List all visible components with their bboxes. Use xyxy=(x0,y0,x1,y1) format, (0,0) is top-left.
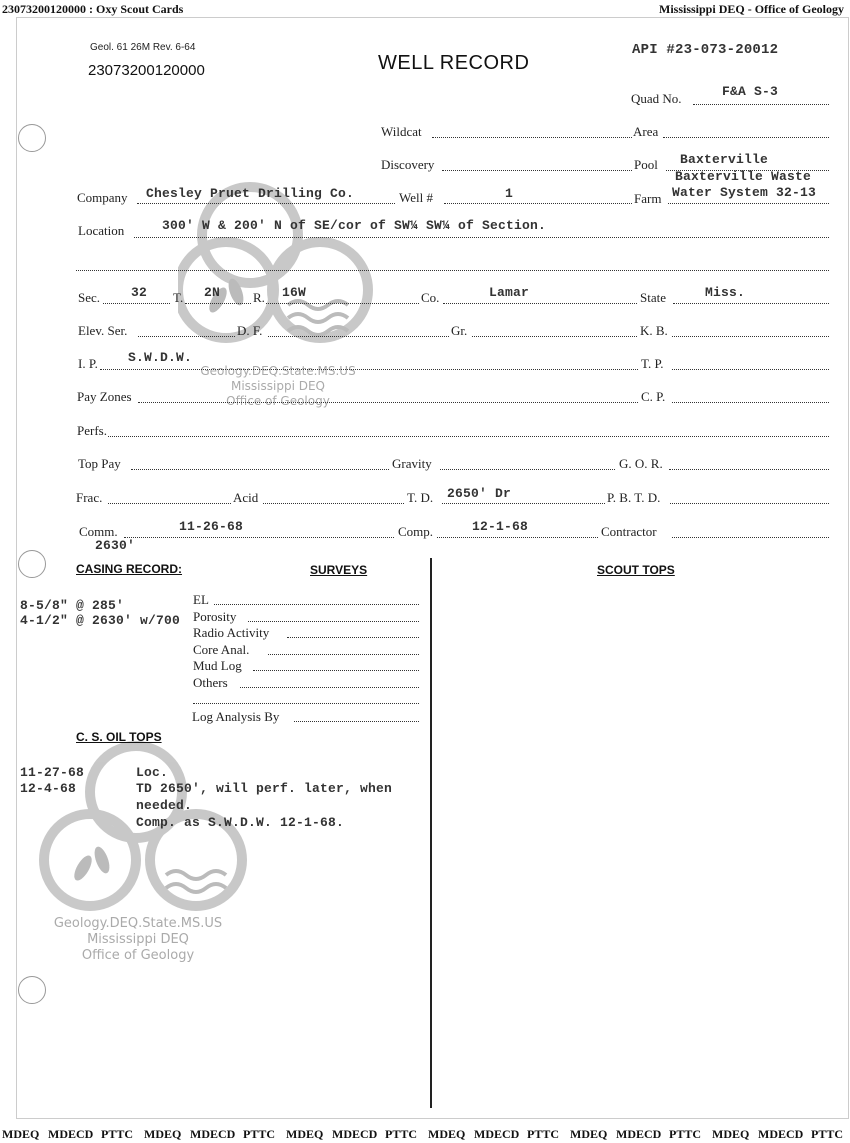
survey-core-anal: Core Anal. xyxy=(193,642,250,657)
comp-value: 12-1-68 xyxy=(472,519,529,534)
header-right: Mississippi DEQ - Office of Geology xyxy=(659,2,844,16)
elev-label: Elev. Ser. xyxy=(78,323,128,338)
pool-value: Baxterville xyxy=(680,152,769,167)
comm-value: 11-26-68 xyxy=(179,519,244,534)
perfs-label: Perfs. xyxy=(77,423,107,438)
footer-item: MDEQ xyxy=(286,1127,324,1141)
cs-entry-date: 11-27-68 xyxy=(20,765,85,780)
farm-value-2: Water System 32-13 xyxy=(672,185,817,200)
survey-others: Others xyxy=(193,675,228,690)
punch-hole xyxy=(18,124,46,152)
farm-label: Farm xyxy=(634,191,662,206)
tp-label: T. P. xyxy=(641,356,664,371)
log-analysis-label: Log Analysis By xyxy=(192,709,280,724)
punch-hole xyxy=(18,550,46,578)
footer-item: MDEQ xyxy=(2,1127,40,1141)
location-value: 300' W & 200' N of SE/cor of SW¼ SW¼ of Section. xyxy=(162,218,547,233)
state-label: State xyxy=(640,290,666,305)
survey-porosity: Porosity xyxy=(193,609,237,624)
company-label: Company xyxy=(77,190,128,205)
footer-item: MDECD xyxy=(616,1127,662,1141)
scout-tops-heading: SCOUT TOPS xyxy=(597,563,675,577)
footer-item: MDECD xyxy=(474,1127,520,1141)
ip-label: I. P. xyxy=(78,356,98,371)
cs-entry-text: needed. xyxy=(136,798,193,813)
api-number: API #23-073-20012 xyxy=(632,42,779,58)
cs-entry-date: 12-4-68 xyxy=(20,781,77,796)
footer-item: MDECD xyxy=(758,1127,804,1141)
comm-sub-value: 2630' xyxy=(95,538,136,553)
footer-item: MDEQ xyxy=(144,1127,182,1141)
discovery-label: Discovery xyxy=(381,157,435,172)
gor-label: G. O. R. xyxy=(619,456,663,471)
cs-entry-text: TD 2650', will perf. later, when xyxy=(136,781,393,796)
form-number: Geol. 61 26M Rev. 6-64 xyxy=(90,42,196,53)
pay-zones-label: Pay Zones xyxy=(77,389,132,404)
casing-record-heading: CASING RECORD: xyxy=(76,562,183,576)
state-value: Miss. xyxy=(705,285,746,300)
pool-label: Pool xyxy=(634,157,658,172)
t-value: 2N xyxy=(204,285,221,300)
co-label: Co. xyxy=(421,290,440,305)
watermark-logo xyxy=(178,180,378,370)
comp-label: Comp. xyxy=(398,524,434,539)
watermark-text: Geology.DEQ.State.MS.US Mississippi DEQ Office of Geology xyxy=(53,916,223,963)
sec-label: Sec. xyxy=(78,290,101,305)
footer-item: MDECD xyxy=(48,1127,94,1141)
casing-entry: 8-5/8" @ 285' xyxy=(20,598,125,613)
pbtd-label: P. B. T. D. xyxy=(607,490,661,505)
footer-item: PTTC xyxy=(669,1127,702,1141)
cs-oil-tops-heading: C. S. OIL TOPS xyxy=(76,730,162,744)
survey-mud-log: Mud Log xyxy=(193,658,242,673)
td-value: 2650' Dr xyxy=(447,486,512,501)
sec-value: 32 xyxy=(131,285,148,300)
quad-value: F&A S-3 xyxy=(722,84,779,99)
t-label: T. xyxy=(173,290,184,305)
wildcat-label: Wildcat xyxy=(381,124,422,139)
footer-item: MDECD xyxy=(332,1127,378,1141)
contractor-label: Contractor xyxy=(601,524,657,539)
footer-item: PTTC xyxy=(385,1127,418,1141)
header-left: 23073200120000 : Oxy Scout Cards xyxy=(2,2,184,16)
r-value: 16W xyxy=(282,285,307,300)
well-label: Well # xyxy=(399,190,433,205)
df-label: D. F. xyxy=(237,323,263,338)
frac-label: Frac. xyxy=(76,490,103,505)
well-value: 1 xyxy=(505,186,514,201)
ip-value: S.W.D.W. xyxy=(128,350,193,365)
footer-item: PTTC xyxy=(527,1127,560,1141)
cs-entry-text: Loc. xyxy=(136,765,169,780)
page-title: WELL RECORD xyxy=(378,52,530,74)
footer-item: PTTC xyxy=(243,1127,276,1141)
punch-hole xyxy=(18,976,46,1004)
location-label: Location xyxy=(78,223,125,238)
footer-item: MDEQ xyxy=(570,1127,608,1141)
kb-label: K. B. xyxy=(640,323,668,338)
farm-value-1: Baxterville Waste xyxy=(675,169,812,184)
footer-item: MDEQ xyxy=(428,1127,466,1141)
gravity-label: Gravity xyxy=(392,456,432,471)
comm-label: Comm. xyxy=(79,524,118,539)
area-label: Area xyxy=(633,124,659,139)
top-pay-label: Top Pay xyxy=(78,456,121,471)
survey-el: EL xyxy=(193,592,209,607)
footer-item: PTTC xyxy=(101,1127,134,1141)
td-label: T. D. xyxy=(407,490,434,505)
watermark-text: Geology.DEQ.State.MS.US Mississippi DEQ Office of Geology xyxy=(200,364,356,408)
co-value: Lamar xyxy=(489,285,530,300)
cp-label: C. P. xyxy=(641,389,666,404)
footer-item: MDEQ xyxy=(712,1127,750,1141)
company-value: Chesley Pruet Drilling Co. xyxy=(146,186,355,201)
cs-entry-text: Comp. as S.W.D.W. 12-1-68. xyxy=(136,815,345,830)
column-divider xyxy=(430,558,432,1108)
surveys-heading: SURVEYS xyxy=(310,563,368,577)
footer-item: MDECD xyxy=(190,1127,236,1141)
gr-label: Gr. xyxy=(451,323,468,338)
r-label: R. xyxy=(253,290,265,305)
footer-item: PTTC xyxy=(811,1127,844,1141)
acid-label: Acid xyxy=(233,490,259,505)
permit-number: 23073200120000 xyxy=(88,62,205,79)
quad-label: Quad No. xyxy=(631,91,682,106)
casing-entry: 4-1/2" @ 2630' w/700 xyxy=(20,613,181,628)
survey-radio-activity: Radio Activity xyxy=(193,625,270,640)
